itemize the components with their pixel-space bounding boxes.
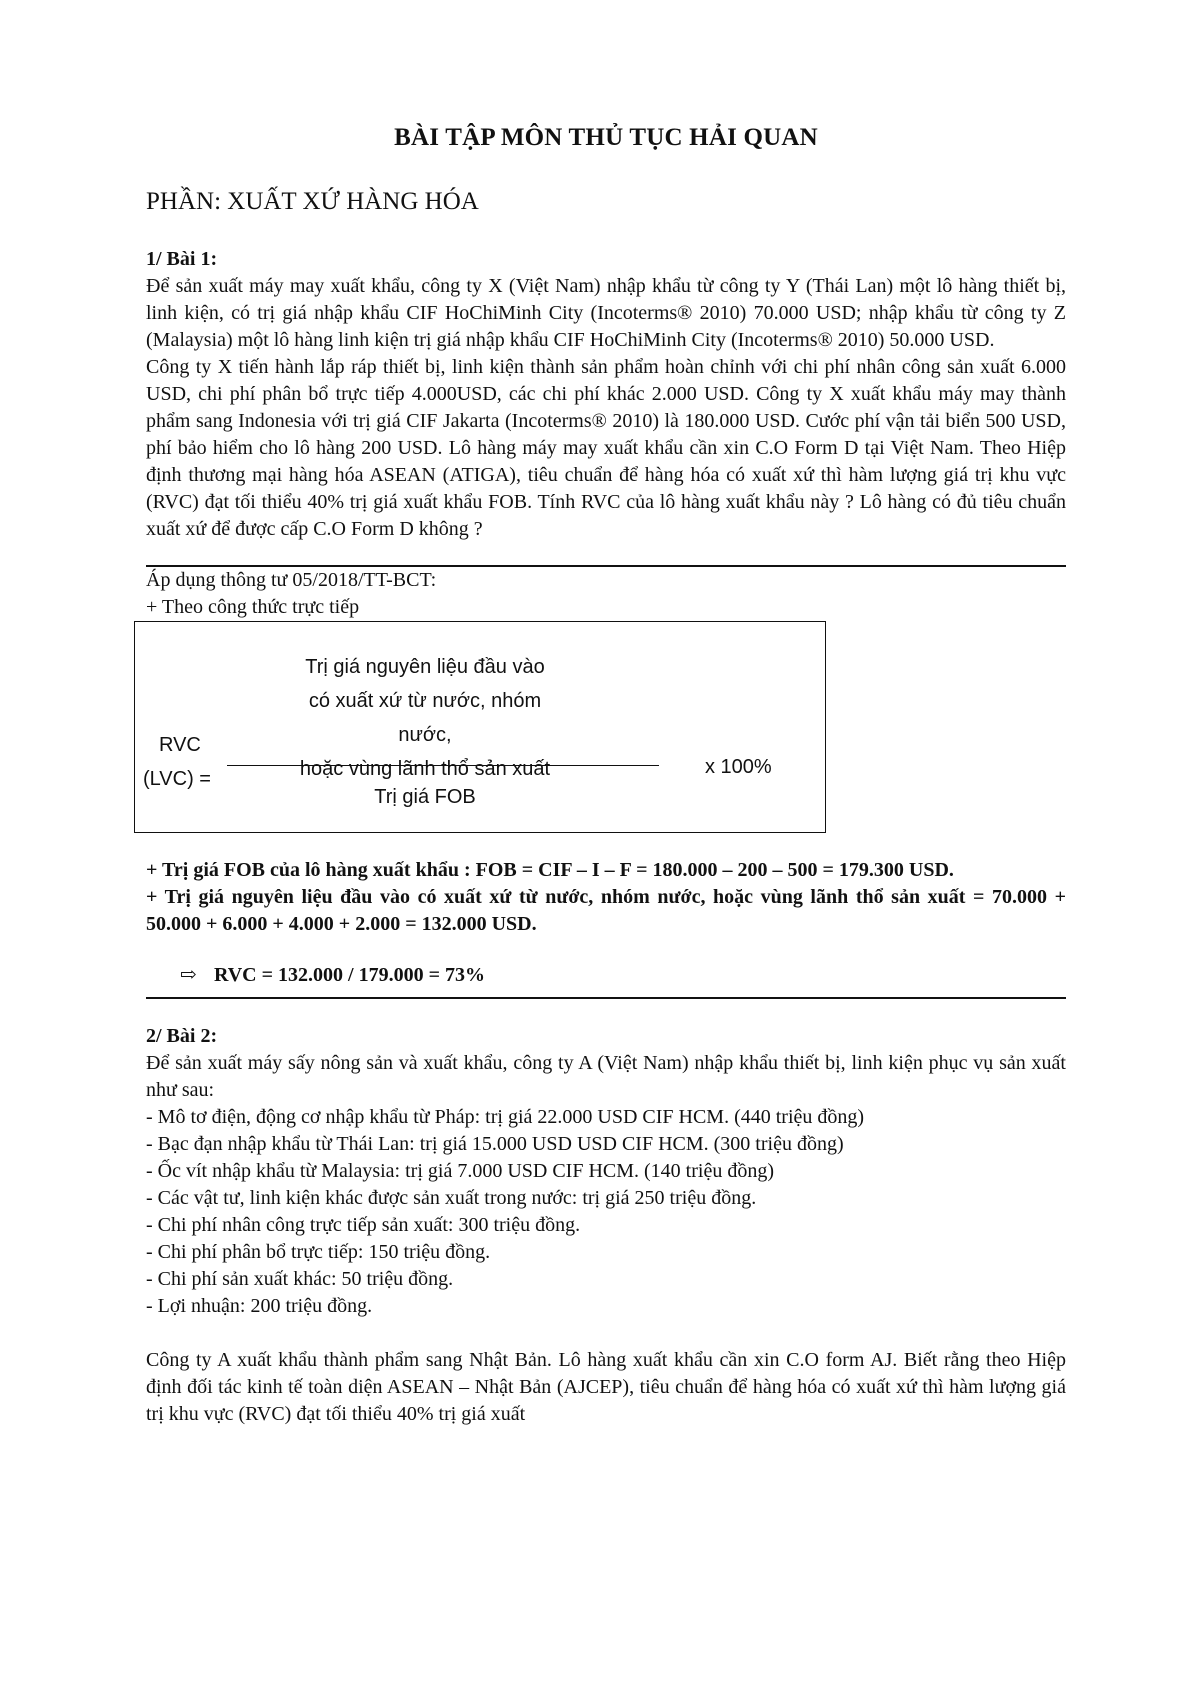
numerator-line-2: có xuất xứ từ nước, nhóm nước,	[308, 690, 542, 746]
exercise-2	[146, 1023, 1066, 1428]
rvc-conclusion	[180, 962, 1066, 989]
numerator-line-1: Trị giá nguyên liệu đầu vào	[305, 656, 545, 678]
solution-reference: Áp dụng thông tư 05/2018/TT-BCT:	[146, 569, 437, 591]
exercise-1-heading: 1/ Bài 1:	[146, 248, 218, 270]
fraction-line	[227, 765, 659, 766]
exercise-2-heading: 2/ Bài 2:	[146, 1025, 218, 1047]
formula-multiplier: x 100%	[705, 756, 772, 778]
exercise-1-paragraph-1: Để sản xuất máy may xuất khẩu, công ty X (Việt Nam) nhập khẩu từ công ty Y (Thái Lan) một lô hàng thiết bị, linh kiện, có trị giá nhập khẩu CIF HoChiMinh City (Incoterms® 2010) 70.000 USD; nhập khẩu từ công ty Z (Malaysia) một lô hàng linh kiện trị giá nhập khẩu CIF HoChiMinh City (Incoterms® 2010) 50.000 USD.	[146, 275, 1066, 351]
list-item: - Chi phí phân bổ trực tiếp: 150 triệu đồng.	[146, 1241, 491, 1263]
rvc-result: RVC = 132.000 / 179.000 = 73%	[214, 964, 485, 986]
exercise-2-cost-list	[146, 1104, 1066, 1320]
exercise-1-paragraph-2: Công ty X tiến hành lắp ráp thiết bị, linh kiện thành sản phẩm hoàn chỉnh với chi phí nhân công sản xuất 6.000 USD, chi phí phân bổ trực tiếp 4.000USD, các chi phí khác 2.000 USD. Công ty X xuất khẩu máy may thành phẩm sang Indonesia với trị giá CIF Jakarta (Incoterms® 2010) là 180.000 USD. Cước phí vận tải biển 500 USD, phí bảo hiểm cho lô hàng 200 USD. Lô hàng máy may xuất khẩu cần xin C.O Form D tại Việt Nam. Theo Hiệp định thương mại hàng hóa ASEAN (ATIGA), tiêu chuẩn để hàng hóa có xuất xứ thì hàm lượng giá trị khu vực (RVC) đạt tối thiểu 40% trị giá xuất khẩu FOB. Tính RVC của lô hàng xuất khẩu này ? Lô hàng có đủ tiêu chuẩn xuất xứ để được cấp C.O Form D không ?	[146, 356, 1066, 540]
list-item: - Lợi nhuận: 200 triệu đồng.	[146, 1295, 373, 1317]
exercise-2-intro: Để sản xuất máy sấy nông sản và xuất khẩu, công ty A (Việt Nam) nhập khẩu thiết bị, linh kiện phục vụ sản xuất như sau:	[146, 1052, 1066, 1101]
right-arrow-icon: ⇨	[180, 964, 197, 986]
document-title: BÀI TẬP MÔN THỦ TỤC HẢI QUAN	[394, 124, 818, 151]
solution-1	[143, 567, 1066, 989]
list-item: - Chi phí sản xuất khác: 50 triệu đồng.	[146, 1268, 454, 1290]
input-value-calculation: + Trị giá nguyên liệu đầu vào có xuất xứ từ nước, nhóm nước, hoặc vùng lãnh thổ sản xuất = 70.000 + 50.000 + 6.000 + 4.000 + 2.000 = 132.000 USD.	[146, 886, 1066, 935]
formula-denominator: Trị giá FOB	[374, 786, 476, 808]
formula-lvc-label: (LVC) =	[143, 768, 211, 790]
divider-bottom	[146, 997, 1066, 999]
exercise-2-paragraph-2: Công ty A xuất khẩu thành phẩm sang Nhật Bản. Lô hàng xuất khẩu cần xin C.O form AJ. Biết rằng theo Hiệp định đối tác kinh tế toàn diện ASEAN – Nhật Bản (AJCEP), tiêu chuẩn để hàng hóa có xuất xứ thì hàm lượng giá trị khu vực (RVC) đạt tối thiểu 40% trị giá xuất	[146, 1349, 1066, 1425]
list-item: - Mô tơ điện, động cơ nhập khẩu từ Pháp: trị giá 22.000 USD CIF HCM. (440 triệu đồng)	[146, 1106, 865, 1128]
solution-calculations	[146, 857, 1066, 938]
solution-method: + Theo công thức trực tiếp	[146, 596, 360, 618]
formula-rvc-label: RVC	[159, 734, 201, 756]
section-heading: PHẦN: XUẤT XỨ HÀNG HÓA	[146, 188, 479, 215]
list-item: - Các vật tư, linh kiện khác được sản xuất trong nước: trị giá 250 triệu đồng.	[146, 1187, 757, 1209]
rvc-formula-box	[134, 621, 826, 833]
list-item: - Ốc vít nhập khẩu từ Malaysia: trị giá 7.000 USD CIF HCM. (140 triệu đồng)	[146, 1160, 774, 1182]
list-item: - Chi phí nhân công trực tiếp sản xuất: 300 triệu đồng.	[146, 1214, 581, 1236]
list-item: - Bạc đạn nhập khẩu từ Thái Lan: trị giá 15.000 USD USD CIF HCM. (300 triệu đồng)	[146, 1133, 844, 1155]
exercise-1	[146, 246, 1066, 543]
numerator-line-3: hoặc vùng lãnh thổ sản xuất	[299, 758, 551, 780]
fob-calculation: + Trị giá FOB của lô hàng xuất khẩu : FOB = CIF – I – F = 180.000 – 200 – 500 = 179.300 USD.	[146, 859, 954, 881]
